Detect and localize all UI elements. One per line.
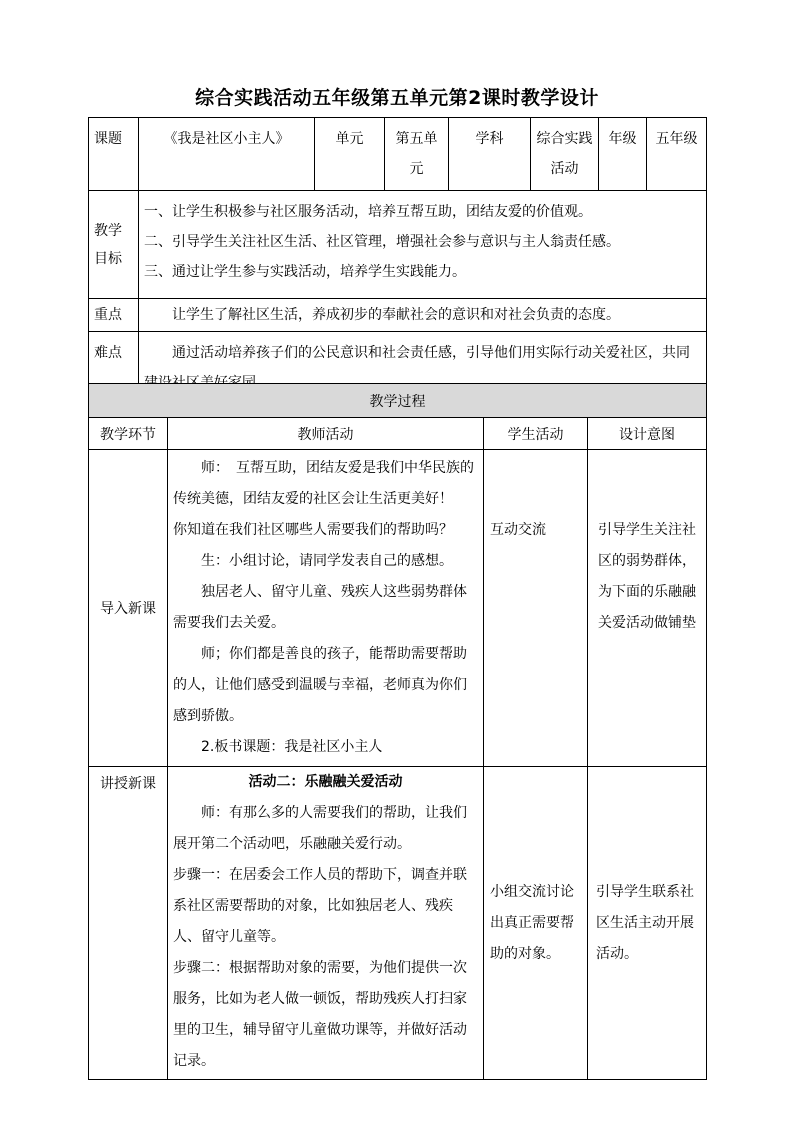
goals-list xyxy=(139,191,707,299)
key-point-text: 让学生了解社区生活，养成初步的奉献社会的意识和对社会负责的态度。 xyxy=(139,299,707,332)
process-header: 教学过程 xyxy=(89,384,707,418)
goal-item: 一、让学生积极参与社区服务活动，培养互帮互助，团结友爱的价值观。 xyxy=(144,204,592,220)
teacher-activity-cell xyxy=(168,767,484,1080)
student-activity-cell: 小组交流讨论出真正需要帮助的对象。 xyxy=(484,767,588,1080)
column-header: 设计意图 xyxy=(588,418,707,450)
design-intent-cell: 引导学生联系社区生活主动开展活动。 xyxy=(588,767,707,1080)
teacher-line: 步骤一：在居委会工作人员的帮助下，调查并联系社区需要帮助的对象，比如独居老人、残疾人、留守儿童等。 xyxy=(173,867,467,945)
teacher-line: 独居老人、留守儿童、残疾人这些弱势群体需要我们去关爱。 xyxy=(173,584,467,631)
unit-label: 单元 xyxy=(315,118,385,191)
design-intent-cell: 引导学生关注社区的弱势群体，为下面的乐融融关爱活动做铺垫 xyxy=(588,450,707,767)
document-title: 综合实践活动五年级第五单元第2课时教学设计 xyxy=(195,87,599,109)
topic-value: 《我是社区小主人》 xyxy=(139,118,315,191)
table-row xyxy=(89,450,707,767)
grade-value: 五年级 xyxy=(647,118,707,191)
column-header: 学生活动 xyxy=(484,418,588,450)
topic-label: 课题 xyxy=(89,118,139,191)
teacher-line: 2.板书课题：我是社区小主人 xyxy=(201,739,383,755)
column-header: 教学环节 xyxy=(89,418,168,450)
teacher-line: 师；你们都是善良的孩子，能帮助需要帮助的人，让他们感受到温暖与幸福，老师真为你们感到骄傲。 xyxy=(173,646,467,724)
teaching-process-table xyxy=(88,383,707,1080)
stage-cell: 讲授新课 xyxy=(89,767,168,1080)
table-row xyxy=(89,767,707,1080)
teacher-line: 步骤二：根据帮助对象的需要，为他们提供一次服务，比如为老人做一顿饭，帮助残疾人打扫家里的卫生，辅导留守儿童做功课等，并做好活动记录。 xyxy=(173,960,467,1069)
subject-value: 综合实践活动 xyxy=(531,118,599,191)
goal-item: 二、引导学生关注社区生活、社区管理，增强社会参与意识与主人翁责任感。 xyxy=(144,234,620,250)
teacher-line: 师：有那么多的人需要我们的帮助，让我们展开第二个活动吧，乐融融关爱行动。 xyxy=(173,805,467,852)
difficulty-text: 通过活动培养孩子们的公民意识和社会责任感，引导他们用实际行动关爱社区，共同 xyxy=(139,332,707,405)
stage-cell: 导入新课 xyxy=(89,450,168,767)
teacher-activity-cell xyxy=(168,450,484,767)
key-point-label: 重点 xyxy=(89,299,139,332)
goals-label: 教学目标 xyxy=(89,191,139,299)
goal-item: 三、通过让学生参与实践活动，培养学生实践能力。 xyxy=(144,264,466,280)
activity-title: 活动二：乐融融关爱活动 xyxy=(248,774,403,790)
unit-value: 第五单元 xyxy=(385,118,449,191)
column-header: 教师活动 xyxy=(168,418,484,450)
subject-label: 学科 xyxy=(449,118,531,191)
lesson-info-table xyxy=(88,117,707,405)
grade-label: 年级 xyxy=(599,118,647,191)
teacher-line: 师： 互帮互助，团结友爱是我们中华民族的传统美德，团结友爱的社区会让生活更美好！ xyxy=(173,460,474,507)
teacher-line: 生：小组讨论，请同学发表自己的感想。 xyxy=(201,553,453,569)
teacher-line: 你知道在我们社区哪些人需要我们的帮助吗？ xyxy=(173,522,453,538)
difficulty-label: 难点 xyxy=(89,332,139,405)
student-activity-cell: 互动交流 xyxy=(484,450,588,767)
